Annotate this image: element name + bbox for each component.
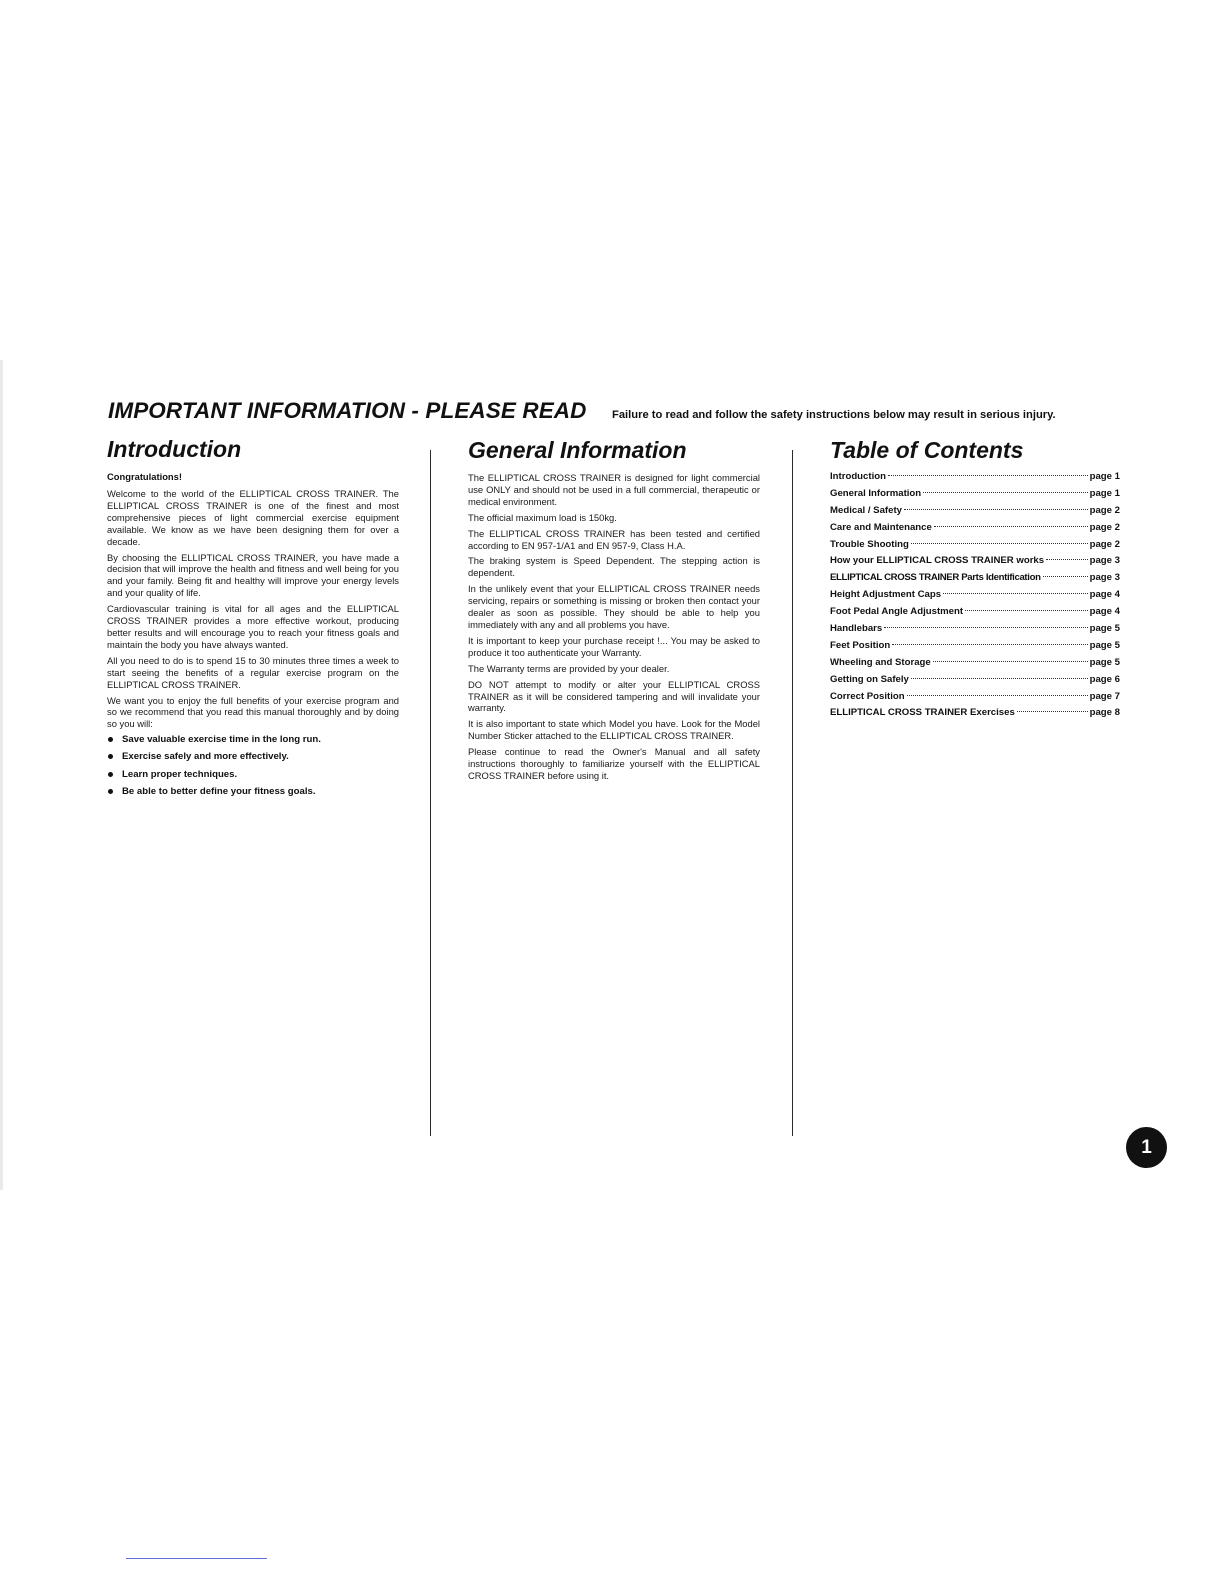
toc-page: page 3 <box>1089 555 1120 567</box>
general-information-title: General Information <box>468 437 687 463</box>
toc-entry[interactable] <box>830 606 1120 623</box>
general-paragraph: The Warranty terms are provided by your dealer. <box>468 662 670 674</box>
toc-entry[interactable] <box>830 707 1120 724</box>
general-paragraph: DO NOT attempt to modify or alter your ELLIPTICAL CROSS TRAINER as it will be considered tampering and will invalidate your warranty. <box>468 678 760 714</box>
toc-label: Medical / Safety <box>830 504 902 516</box>
toc-label: Care and Maintenance <box>830 521 932 533</box>
dot-leader <box>965 610 1088 611</box>
toc-entry[interactable] <box>830 640 1120 657</box>
introduction-title: Introduction <box>107 436 242 462</box>
general-paragraph: It is important to keep your purchase receipt !... You may be asked to produce it too authenticate your Warranty. <box>468 634 760 658</box>
dot-leader <box>1046 559 1087 560</box>
toc-label: Trouble Shooting <box>830 538 909 550</box>
table-of-contents-section <box>830 434 1120 724</box>
table-of-contents-title: Table of Contents <box>830 437 1024 463</box>
footer-rule <box>126 1558 267 1559</box>
toc-entry[interactable] <box>830 623 1120 640</box>
benefit-text: Learn proper techniques. <box>122 768 238 780</box>
intro-paragraph: By choosing the ELLIPTICAL CROSS TRAINER, you have made a decision that will improve the health and fitness and well being for you and your family. Being fit and healthy will improve your energy levels and your quality of life. <box>107 551 399 599</box>
dot-leader <box>923 492 1087 493</box>
column-divider <box>792 450 793 1136</box>
general-paragraph: The braking system is Speed Dependent. The stepping action is dependent. <box>468 555 760 579</box>
column-divider <box>430 450 431 1136</box>
list-item <box>107 769 399 781</box>
list-item <box>107 734 399 746</box>
dot-leader <box>934 526 1088 527</box>
toc-label: Foot Pedal Angle Adjustment <box>830 606 964 618</box>
toc-label: Height Adjustment Caps <box>830 589 942 601</box>
toc-page: page 5 <box>1089 623 1120 635</box>
toc-page: page 5 <box>1089 639 1120 651</box>
toc-entry[interactable] <box>830 572 1120 589</box>
toc-entry[interactable] <box>830 505 1120 522</box>
dot-leader <box>911 543 1088 544</box>
toc-label: How your ELLIPTICAL CROSS TRAINER works <box>830 555 1045 567</box>
general-paragraph: The official maximum load is 150kg. <box>468 511 617 523</box>
page-edge <box>0 360 3 1190</box>
bullet-icon <box>108 772 113 777</box>
toc-page: page 6 <box>1089 673 1120 685</box>
toc-label: General Information <box>830 487 922 499</box>
toc-entry[interactable] <box>830 555 1120 572</box>
toc-page: page 4 <box>1089 606 1120 618</box>
toc-label: Getting on Safely <box>830 673 909 685</box>
intro-paragraph: Welcome to the world of the ELLIPTICAL CROSS TRAINER. The ELLIPTICAL CROSS TRAINER is one of the finest and most comprehensive pieces of light commercial exercise equipment available. We know as we have been designing them for over a decade. <box>107 488 399 547</box>
dot-leader <box>888 475 1088 476</box>
page-title: IMPORTANT INFORMATION - PLEASE READ <box>108 398 587 423</box>
list-item <box>107 751 399 763</box>
safety-warning: Failure to read and follow the safety instructions below may result in serious injury. <box>612 409 1056 421</box>
bullet-icon <box>108 737 113 742</box>
general-paragraph: In the unlikely event that your ELLIPTICAL CROSS TRAINER needs servicing, repairs or something is missing or broken then contact your dealer as soon as possible. They should be able to help you immediately with any and all problems you have. <box>468 583 760 630</box>
intro-paragraph: We want you to enjoy the full benefits of your exercise program and so we recommend that you read this manual thoroughly and by doing so you will: <box>107 694 399 730</box>
toc-page: page 4 <box>1089 589 1120 601</box>
toc-label: ELLIPTICAL CROSS TRAINER Exercises <box>830 707 1015 719</box>
dot-leader <box>907 695 1088 696</box>
toc-page: page 2 <box>1089 504 1120 516</box>
benefit-text: Save valuable exercise time in the long run. <box>122 734 321 746</box>
toc-page: page 3 <box>1089 572 1120 584</box>
toc-label: Wheeling and Storage <box>830 656 931 668</box>
benefit-text: Be able to better define your fitness goals. <box>122 785 316 797</box>
introduction-section <box>107 434 399 803</box>
toc-list <box>830 471 1120 724</box>
dot-leader <box>1043 576 1088 577</box>
general-information-section <box>468 434 760 786</box>
toc-page: page 1 <box>1089 471 1120 482</box>
benefit-text: Exercise safely and more effectively. <box>122 751 289 763</box>
toc-page: page 8 <box>1089 707 1120 719</box>
toc-entry[interactable] <box>830 522 1120 539</box>
toc-entry[interactable] <box>830 471 1120 488</box>
toc-page: page 1 <box>1089 487 1120 499</box>
toc-label: Feet Position <box>830 639 891 651</box>
toc-entry[interactable] <box>830 589 1120 606</box>
general-paragraph: Please continue to read the Owner's Manual and all safety instructions thoroughly to familiarize yourself with the ELLIPTICAL CROSS TRAINER before using it. <box>468 746 760 781</box>
header <box>108 398 1108 430</box>
dot-leader <box>911 678 1088 679</box>
intro-paragraph: Cardiovascular training is vital for all ages and the ELLIPTICAL CROSS TRAINER provides a more effective workout, producing better results and will encourage you to reach your fitness goals and maintain the body you have always wanted. <box>107 603 399 650</box>
toc-label: Handlebars <box>830 623 883 635</box>
bullet-icon <box>108 754 113 759</box>
toc-label: ELLIPTICAL CROSS TRAINER Parts Identification <box>830 572 1041 584</box>
general-paragraph: The ELLIPTICAL CROSS TRAINER is designed for light commercial use ONLY and should not be used in a full commercial, therapeutic or medical environment. <box>468 472 760 507</box>
toc-label: Correct Position <box>830 690 905 702</box>
toc-page: page 5 <box>1089 656 1120 668</box>
benefits-list <box>107 734 399 798</box>
toc-entry[interactable] <box>830 539 1120 556</box>
dot-leader <box>904 509 1088 510</box>
toc-label: Introduction <box>830 471 886 482</box>
dot-leader <box>1017 711 1088 712</box>
dot-leader <box>884 627 1087 628</box>
dot-leader <box>892 644 1087 645</box>
toc-entry[interactable] <box>830 657 1120 674</box>
dot-leader <box>933 661 1088 662</box>
page-number-badge: 1 <box>1126 1127 1167 1168</box>
congratulations-text: Congratulations! <box>107 471 182 482</box>
toc-entry[interactable] <box>830 488 1120 505</box>
dot-leader <box>943 593 1088 594</box>
general-paragraph: It is also important to state which Model you have. Look for the Model Number Sticker attached to the ELLIPTICAL CROSS TRAINER. <box>468 718 760 742</box>
list-item <box>107 786 399 798</box>
toc-entry[interactable] <box>830 691 1120 708</box>
intro-paragraph: All you need to do is to spend 15 to 30 minutes three times a week to start seeing the benefits of a regular exercise program on the ELLIPTICAL CROSS TRAINER. <box>107 654 399 690</box>
bullet-icon <box>108 789 113 794</box>
general-paragraph: The ELLIPTICAL CROSS TRAINER has been tested and certified according to EN 957-1/A1 and EN 957-9, Class H.A. <box>468 527 760 551</box>
toc-page: page 2 <box>1089 521 1120 533</box>
toc-page: page 7 <box>1089 690 1120 702</box>
toc-page: page 2 <box>1089 538 1120 550</box>
toc-entry[interactable] <box>830 674 1120 691</box>
